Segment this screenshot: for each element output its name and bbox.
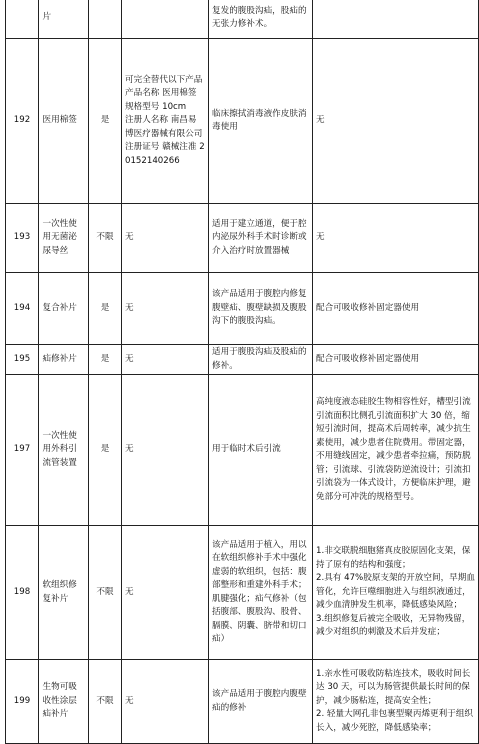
- purchase-flag-cell: [89, 273, 122, 345]
- registration-info: 无: [125, 586, 134, 597]
- product-name: 复合补片: [42, 302, 77, 313]
- row-number-cell: [6, 660, 39, 744]
- table-row: [6, 0, 479, 39]
- remark-cell: [313, 0, 479, 39]
- registration-info: 无: [125, 232, 134, 243]
- row-number-cell: [6, 526, 39, 660]
- table-row: [6, 526, 479, 660]
- remark-cell: [313, 375, 479, 526]
- row-number: 197: [13, 444, 31, 455]
- row-number-cell: [6, 204, 39, 273]
- purchase-flag-cell: [89, 660, 122, 744]
- usage-description-cell: [209, 375, 313, 526]
- usage-description: 复发的腹股沟疝，股疝的无张力修补术。: [212, 5, 307, 29]
- remark-cell: [313, 345, 479, 375]
- product-name-cell: [39, 39, 89, 204]
- row-number-cell: [6, 39, 39, 204]
- row-number: 193: [13, 232, 31, 243]
- purchase-flag: 是: [100, 444, 110, 455]
- remark: 无: [316, 232, 325, 243]
- row-number-cell: [6, 0, 39, 39]
- purchase-flag: 是: [100, 353, 110, 364]
- table-row: [6, 273, 479, 345]
- purchase-flag: 不限: [96, 232, 114, 243]
- usage-description: 该产品适用于植入，用以在软组织修补手术中强化虚弱的软组织，包括：腹部整形和重建外科手术；肌腱强化；疝气修补（包括腹部、腹股沟、股骨、膈膜、阴囊、脐带和切口疝）: [212, 539, 307, 644]
- row-number: 198: [13, 586, 31, 597]
- remark-cell: [313, 526, 479, 660]
- registration-info-cell: [122, 526, 209, 660]
- registration-info: 无: [125, 353, 134, 364]
- product-name: 片: [42, 12, 52, 23]
- row-number-cell: [6, 345, 39, 375]
- remark: 高纯度液态硅胶生物相容性好，槽型引流引流面积比侧孔引流面积扩大 30 倍，缩短引流时间，提高术后周转率，减少抗生素使用，减少患者住院费用。带固定器，不用缝线固定，减少患者牵拉痛，预防脱管；引流球、引流袋防逆流设计；引流扣引流袋为一体式设计，方便临床护理，避免部分可冲洗的规格型号。: [316, 397, 471, 502]
- product-name-cell: [39, 273, 89, 345]
- usage-description: 适用于建立通道，便于腔内泌尿外科手术时诊断或介入治疗时放置器械: [212, 218, 307, 256]
- registration-info: 可完全替代以下产品 产品名称 医用棉签 规格型号 10cm 注册人名称 南昌易博医疗器械有限公司 注册证号 赣械注准 20152140266: [125, 74, 206, 166]
- purchase-flag-cell: [89, 375, 122, 526]
- row-number: 194: [13, 302, 31, 313]
- product-name: 软组织修复补片: [42, 580, 77, 604]
- usage-description-cell: [209, 345, 313, 375]
- product-name-cell: [39, 526, 89, 660]
- product-name: 一次性使用外科引流管装置: [42, 430, 77, 468]
- purchase-flag: 是: [100, 115, 110, 126]
- registration-info-cell: [122, 39, 209, 204]
- registration-info-cell: [122, 660, 209, 744]
- registration-info-cell: [122, 0, 209, 39]
- usage-description-cell: [209, 526, 313, 660]
- product-name: 医用棉签: [42, 115, 77, 126]
- row-number: 192: [13, 115, 31, 126]
- usage-description-cell: [209, 660, 313, 744]
- usage-description: 适用于腹股沟疝及股疝的修补。: [212, 347, 307, 371]
- product-name-cell: [39, 375, 89, 526]
- usage-description: 该产品适用于腹腔内修复腹壁疝、腹壁缺损及腹股沟下的腹股沟疝。: [212, 289, 307, 327]
- product-name-cell: [39, 204, 89, 273]
- registration-info-cell: [122, 273, 209, 345]
- product-name-cell: [39, 345, 89, 375]
- table-row: [6, 204, 479, 273]
- usage-description: 临床擦拭消毒液作皮肤消毒使用: [212, 108, 307, 132]
- usage-description-cell: [209, 273, 313, 345]
- remark-cell: [313, 660, 479, 744]
- table-row: [6, 39, 479, 204]
- product-name: 一次性使用无菌泌尿导丝: [42, 218, 77, 256]
- purchase-flag: 不限: [96, 586, 114, 597]
- remark-cell: [313, 273, 479, 345]
- remark: 配合可吸收修补固定器使用: [316, 353, 420, 364]
- table-row: [6, 660, 479, 744]
- purchase-flag-cell: [89, 526, 122, 660]
- product-name-cell: [39, 0, 89, 39]
- remark-cell: [313, 204, 479, 273]
- row-number-cell: [6, 273, 39, 345]
- remark: 1.非交联脱细胞猪真皮胶原固化支架，保持了原有的结构和强度； 2.具有 47%胶原支架的开放空间，早期血管化，允许巨噬细胞进入与组织液通过，减少血清肿发生机率，降低感染风险； 3.组织修复后被完全吸收，无异物残留，减少对组织的刺激及术后并发症；: [316, 546, 475, 638]
- row-number: 199: [13, 695, 31, 706]
- usage-description-cell: [209, 204, 313, 273]
- row-number-cell: [6, 375, 39, 526]
- registration-info: 无: [125, 695, 134, 706]
- usage-description: 用于临时术后引流: [212, 444, 281, 455]
- remark: 1.亲水性可吸收防粘连技术，吸收时间长达 30 天，可以为肠管提供最长时间的保护，减少肠粘连，提高安全性； 2. 轻量大网孔非包裹型聚丙烯更利于组织长入，减少死腔，降低感染率；: [316, 668, 474, 733]
- purchase-flag: 是: [100, 302, 110, 313]
- table-row: [6, 345, 479, 375]
- remark: 配合可吸收修补固定器使用: [316, 302, 420, 313]
- usage-description-cell: [209, 39, 313, 204]
- product-name-cell: [39, 660, 89, 744]
- registration-info: 无: [125, 444, 134, 455]
- registration-info-cell: [122, 345, 209, 375]
- purchase-flag-cell: [89, 204, 122, 273]
- product-name: 疝修补片: [42, 353, 77, 364]
- remark-cell: [313, 39, 479, 204]
- product-name: 生物可吸收性涂层疝补片: [42, 682, 77, 720]
- registration-info-cell: [122, 204, 209, 273]
- usage-description-cell: [209, 0, 313, 39]
- purchase-flag-cell: [89, 0, 122, 39]
- remark: 无: [316, 115, 325, 126]
- table-row: [6, 375, 479, 526]
- purchase-flag: 不限: [96, 695, 114, 706]
- purchase-flag-cell: [89, 345, 122, 375]
- registration-info-cell: [122, 375, 209, 526]
- row-number: 195: [13, 353, 31, 364]
- usage-description: 该产品适用于腹腔内腹壁疝的修补: [212, 689, 307, 713]
- purchase-flag-cell: [89, 39, 122, 204]
- product-table: [5, 0, 479, 744]
- registration-info: 无: [125, 302, 134, 313]
